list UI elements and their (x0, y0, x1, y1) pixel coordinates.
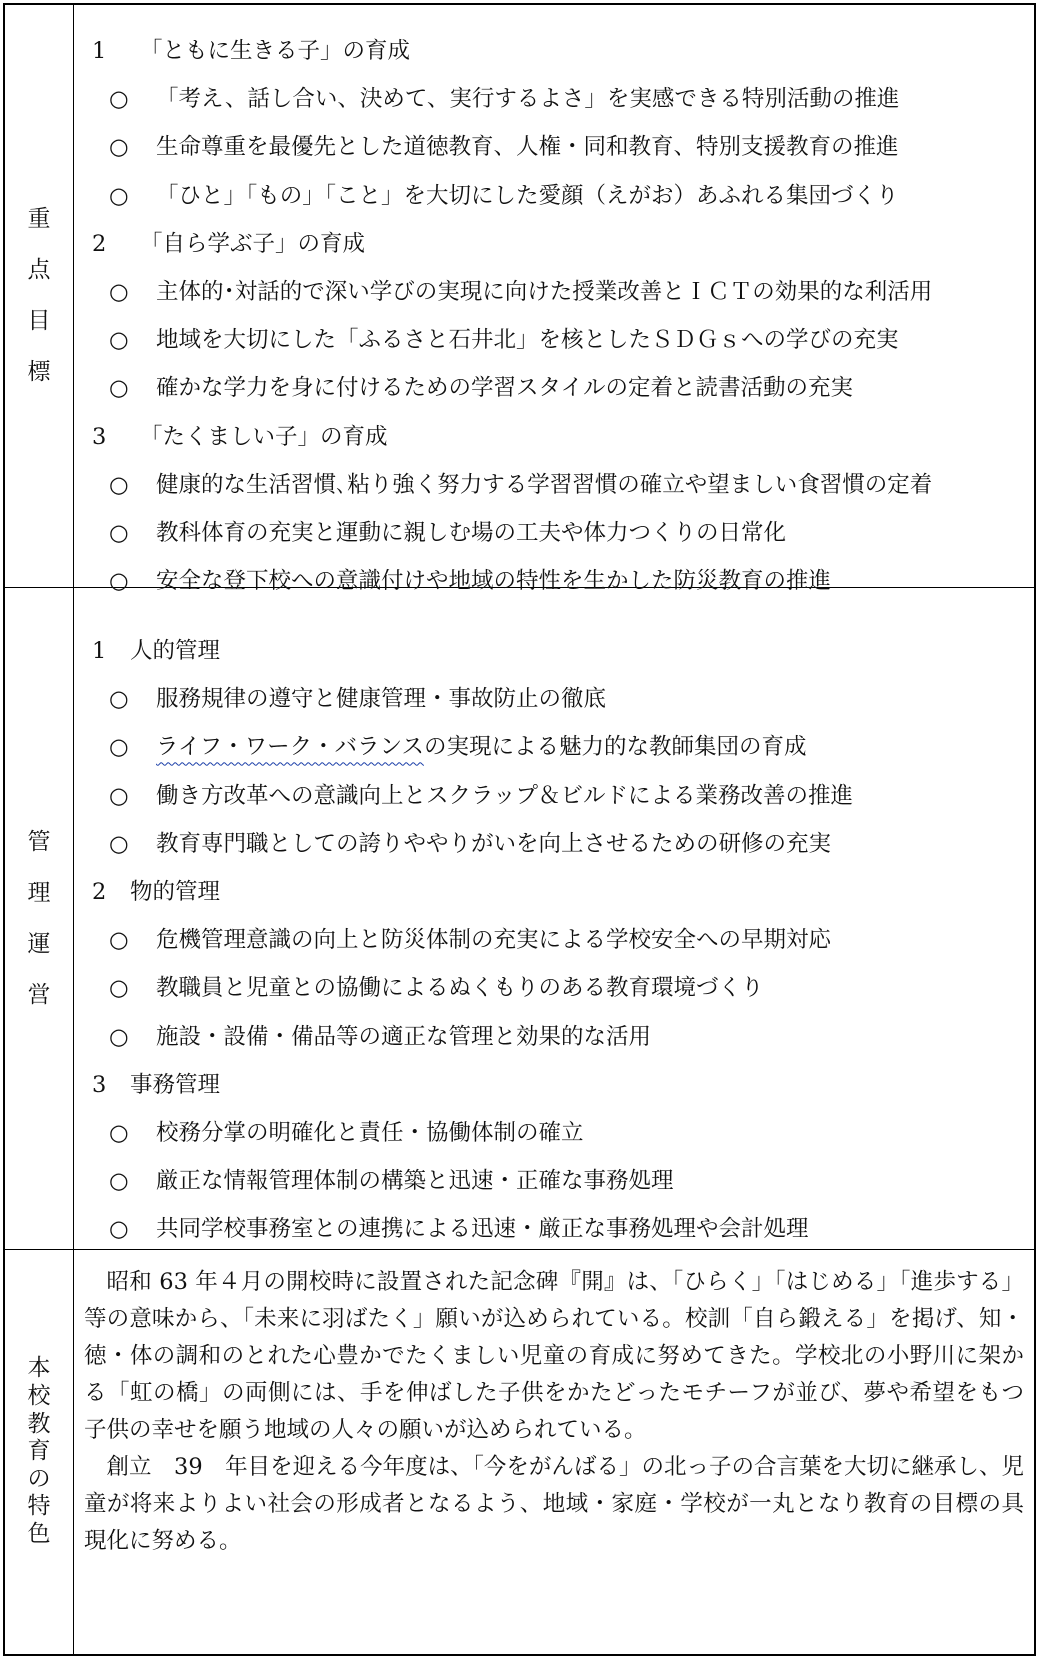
group-heading (74, 27, 1034, 75)
section-school-features (5, 1249, 1034, 1654)
group-title: 物的管理 (130, 878, 221, 905)
list-item (74, 675, 1034, 723)
item-text: 健康的な生活習慣､粘り強く努力する学習習慣の確立や望ましい食習慣の定着 (156, 471, 933, 498)
item-text: 安全な登下校への意識付けや地域の特性を生かした防災教育の推進 (156, 568, 832, 595)
bullet-circle-icon: ○ (109, 734, 129, 761)
bullet-circle-icon: ○ (109, 375, 129, 402)
bullet-circle-icon: ○ (109, 327, 129, 354)
list-item (74, 964, 1034, 1012)
section-label-school-features (5, 1250, 74, 1654)
group-title: 「自ら学ぶ子」の育成 (140, 230, 366, 257)
group-title: 人的管理 (130, 638, 221, 664)
section-content-school-features (74, 1250, 1034, 1654)
item-text: 校務分掌の明確化と責任・協働体制の確立 (156, 1119, 584, 1146)
list-item (74, 772, 1034, 820)
item-text: の実現による魅力的な教師集団の育成 (423, 734, 807, 761)
section-priority-goals (5, 5, 1034, 595)
section-label-management (5, 588, 74, 1249)
list-item (74, 1013, 1034, 1061)
group-number: 1 (92, 638, 107, 664)
list-item (74, 123, 1034, 171)
item-text: 「ひと」「もの」「こと」を大切にした愛顔（えがお）あふれる集団づくり (156, 182, 899, 209)
bullet-circle-icon: ○ (109, 782, 129, 809)
item-text: 危機管理意識の向上と防災体制の充実による学校安全への早期対応 (156, 927, 832, 954)
group-number: 3 (92, 423, 107, 450)
list-item (74, 1205, 1034, 1253)
section-content-priority-goals (74, 5, 1034, 595)
group-number: 1 (92, 38, 107, 64)
item-text: 共同学校事務室との連携による迅速・厳正な事務処理や会計処理 (156, 1216, 809, 1243)
list-item (74, 461, 1034, 509)
bullet-circle-icon: ○ (109, 975, 129, 1002)
bullet-circle-icon: ○ (109, 471, 129, 498)
list-item (74, 75, 1034, 123)
section-management (5, 587, 1034, 1249)
label-char: 標 (27, 359, 51, 385)
list-item (74, 916, 1034, 964)
bullet-circle-icon: ○ (109, 1168, 129, 1195)
item-text: 地域を大切にした「ふるさと石井北」を核としたＳＤＧｓへの学びの充実 (156, 327, 899, 354)
bullet-circle-icon: ○ (109, 927, 129, 954)
list-item (74, 509, 1034, 557)
section-label-priority-goals (5, 5, 74, 587)
list-item (74, 723, 1034, 771)
bullet-circle-icon: ○ (109, 86, 129, 113)
group-heading (74, 868, 1034, 916)
list-item (74, 364, 1034, 412)
group-title: 「たくましい子」の育成 (140, 423, 388, 450)
list-item (74, 172, 1034, 220)
paragraph: 創立 39 年目を迎える今年度は、「今をがんばる」の北っ子の合言葉を大切に継承し、児童が将来よりよい社会の形成者となるよう、地域・家庭・学校が一丸となり教育の目標の具現化に努める。 (84, 1454, 1024, 1554)
bullet-circle-icon: ○ (109, 519, 129, 546)
group-heading (74, 627, 1034, 675)
bullet-circle-icon: ○ (109, 830, 129, 857)
list-item (74, 316, 1034, 364)
label-char: 特 (27, 1493, 51, 1520)
paragraph: 昭和 63 年４月の開校時に設置された記念碑『開』は、「ひらく」「はじめる」「進歩する」等の意味から、「未来に羽ばたく」願いが込められている。校訓「自ら鍛える」を掲げ、知・徳・体の調和のとれた心豊かでたくましい児童の育成に努めてきた。学校北の小野川に架かる「虹の橋」の両側には、手を伸ばした子供をかたどったモチーフが並び、夢や希望をもつ子供の幸せを願う地域の人々の願いが込められている。 (84, 1269, 1024, 1443)
item-text: 教育専門職としての誇りややりがいを向上させるための研修の充実 (156, 830, 832, 857)
label-char: の (27, 1465, 51, 1492)
group-number: 2 (92, 878, 107, 905)
item-text: 「考え、話し合い、決めて、実行するよさ」を実感できる特別活動の推進 (156, 86, 900, 113)
bullet-circle-icon: ○ (109, 134, 129, 161)
item-text: 厳正な情報管理体制の構築と迅速・正確な事務処理 (156, 1168, 674, 1195)
label-char: 運 (27, 930, 51, 957)
group-number: 2 (92, 230, 107, 257)
bullet-circle-icon: ○ (109, 568, 129, 595)
list-item (74, 1157, 1034, 1205)
item-text-wavy-underlined: ライフ・ワーク・バランス (156, 734, 424, 761)
label-char: 色 (27, 1520, 51, 1547)
bullet-circle-icon: ○ (109, 182, 129, 209)
label-char: 本 (27, 1355, 51, 1382)
section-content-management (74, 588, 1034, 1249)
label-char: 目 (27, 308, 51, 334)
group-heading (74, 413, 1034, 461)
item-text: 確かな学力を身に付けるための学習スタイルの定着と読書活動の充実 (156, 375, 854, 402)
group-title: 事務管理 (130, 1071, 221, 1098)
item-text: 生命尊重を最優先とした道徳教育、人権・同和教育、特別支援教育の推進 (156, 134, 899, 161)
bullet-circle-icon: ○ (109, 1216, 129, 1243)
label-char: 営 (27, 981, 51, 1008)
bullet-circle-icon: ○ (109, 278, 129, 305)
label-char: 管 (27, 828, 51, 855)
label-char: 教 (27, 1410, 51, 1437)
bullet-circle-icon: ○ (109, 1023, 129, 1050)
label-char: 重 (27, 206, 51, 232)
label-char: 理 (27, 879, 51, 906)
item-text: 教職員と児童との協働によるぬくもりのある教育環境づくり (156, 975, 764, 1002)
list-item (74, 268, 1034, 316)
group-heading (74, 1061, 1034, 1109)
school-plan-table (3, 3, 1036, 1656)
label-char: 点 (27, 257, 51, 283)
item-text: 主体的･対話的で深い学びの実現に向けた授業改善とＩＣＴの効果的な利活用 (156, 278, 933, 305)
group-title: 「ともに生きる子」の育成 (140, 38, 411, 64)
item-text: 服務規律の遵守と健康管理・事故防止の徹底 (156, 686, 607, 713)
bullet-circle-icon: ○ (109, 1119, 129, 1146)
group-number: 3 (92, 1071, 107, 1098)
item-text: 働き方改革への意識向上とスクラップ＆ビルドによる業務改善の推進 (156, 782, 854, 809)
label-char: 育 (27, 1438, 51, 1465)
list-item (74, 820, 1034, 868)
label-char: 校 (27, 1383, 51, 1410)
item-text: 教科体育の充実と運動に親しむ場の工夫や体力つくりの日常化 (156, 519, 787, 546)
item-text: 施設・設備・備品等の適正な管理と効果的な活用 (156, 1023, 652, 1050)
bullet-circle-icon: ○ (109, 686, 129, 713)
group-heading (74, 220, 1034, 268)
list-item (74, 1109, 1034, 1157)
